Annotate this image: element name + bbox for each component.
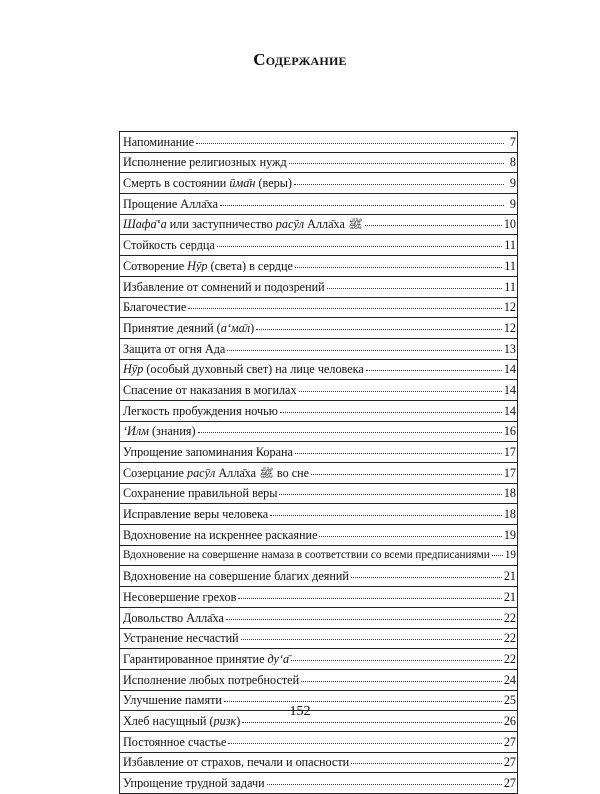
toc-entry-line — [120, 467, 517, 479]
toc-dot-leader — [227, 350, 501, 351]
toc-entry-line — [120, 322, 517, 334]
toc-entry — [119, 422, 518, 443]
toc-dot-leader — [228, 743, 501, 744]
toc-entry-title-text: Стойкость сердца — [123, 239, 215, 252]
toc-entry-line — [120, 260, 517, 272]
toc-dot-leader — [289, 163, 504, 164]
toc-entry — [119, 546, 518, 567]
toc-entry-title — [123, 343, 225, 355]
toc-entry-title — [123, 653, 289, 665]
toc-entry-title — [123, 384, 297, 396]
toc-entry-title-text: (веры) — [255, 177, 292, 190]
toc-entry-title — [123, 508, 268, 520]
toc-entry-page: 11 — [504, 239, 516, 252]
toc-entry — [119, 215, 518, 236]
toc-entry-page: 18 — [503, 487, 516, 500]
toc-entry — [119, 773, 518, 794]
toc-dot-leader — [311, 474, 502, 475]
toc-entry — [119, 380, 518, 401]
toc-entry — [119, 235, 518, 256]
toc-entry-title-text: Легкость пробуждения ночью — [123, 404, 278, 417]
toc-entry-line — [120, 653, 517, 665]
toc-dot-leader — [256, 329, 502, 330]
toc-entry — [119, 566, 518, 587]
toc-entry — [119, 194, 518, 215]
toc-entry-line — [120, 446, 517, 458]
toc-entry-line — [120, 756, 517, 768]
toc-entry — [119, 442, 518, 463]
toc-entry-line — [120, 156, 517, 168]
toc-entry-title — [123, 756, 349, 768]
toc-entry-title-text: Созерцание — [123, 466, 187, 479]
toc-entry-page: 21 — [503, 590, 516, 604]
toc-entry-title — [123, 736, 226, 748]
toc-entry-title-text: Вдохновение на совершение намаза в соответствии со всеми предписаниями — [123, 549, 490, 561]
toc-entry — [119, 360, 518, 381]
toc-entry-title-italic: аʻма̄л — [220, 321, 251, 335]
toc-entry-title-text: Вдохновение на совершение благих деяний — [123, 570, 349, 583]
toc-entry-title — [123, 591, 236, 603]
toc-dot-leader — [294, 184, 504, 185]
toc-dot-leader — [295, 267, 502, 268]
toc-entry-page: 19 — [504, 549, 516, 561]
toc-entry — [119, 318, 518, 339]
toc-entry-title-italic: Шафа̄ʻа — [123, 218, 167, 231]
toc-entry-title-italic: ӣма̄н — [229, 177, 256, 190]
toc-entry-title — [123, 363, 364, 375]
toc-entry-title-text: Гарантированное принятие — [123, 652, 268, 666]
toc-entry-title — [123, 301, 186, 313]
toc-entry-title-text: или заступничество — [166, 218, 276, 231]
toc-entry-page: 27 — [503, 777, 516, 790]
toc-entry-line — [120, 570, 517, 582]
toc-entry-line — [120, 136, 517, 148]
toc-entry-page: 11 — [504, 280, 516, 293]
toc-entry-line — [120, 487, 517, 499]
toc-entry-line — [120, 405, 517, 417]
toc-entry — [119, 256, 518, 277]
toc-entry-title — [123, 260, 293, 272]
toc-entry — [119, 670, 518, 691]
toc-entry — [119, 753, 518, 774]
toc-entry-page: 22 — [503, 611, 516, 624]
toc-entry-title-text: Исправление веры человека — [123, 508, 269, 521]
toc-entry-page: 17 — [503, 466, 516, 479]
toc-entry-title — [123, 322, 254, 334]
toc-entry-page: 26 — [503, 714, 516, 728]
toc-entry-title — [123, 570, 349, 582]
toc-entry-page: 17 — [503, 446, 516, 459]
toc-entry-line — [120, 343, 517, 355]
toc-entry-line — [120, 736, 517, 748]
toc-entry-page: 19 — [503, 528, 516, 541]
toc-entry-page: 16 — [503, 425, 516, 438]
toc-entry-title-italic: дуʻа̄ — [267, 652, 290, 666]
toc-entry-title-text: Вдохновение на искреннее раскаяние — [123, 528, 318, 541]
toc-entry-title-italic: ʻИлм — [123, 425, 149, 438]
toc-entry-page: 21 — [503, 570, 516, 583]
toc-dot-leader — [267, 784, 502, 785]
toc-dot-leader — [198, 432, 502, 433]
toc-entry-title-italic: Нӯр — [187, 259, 208, 273]
toc-entry-title-text: ) — [236, 714, 241, 728]
toc-entry-title — [123, 136, 194, 148]
toc-entry-page: 13 — [503, 342, 516, 355]
toc-entry — [119, 339, 518, 360]
toc-entry-title-text: Прощение Алла̄ха — [123, 197, 219, 210]
toc-entry-page: 11 — [504, 259, 516, 273]
toc-dot-leader — [242, 722, 502, 723]
toc-entry-line — [120, 632, 517, 644]
toc-entry — [119, 173, 518, 194]
toc-dot-leader — [196, 143, 504, 144]
toc-entry — [119, 463, 518, 484]
toc-entry — [119, 525, 518, 546]
toc-dot-leader — [226, 619, 502, 620]
toc-entry-line — [120, 508, 517, 520]
toc-entry-title-text: Сотворение — [123, 259, 188, 273]
toc-entry-page: 10 — [503, 218, 516, 231]
toc-entry-line — [120, 218, 517, 230]
toc-entry-title-text: Улучшение памяти — [123, 694, 222, 707]
toc-entry-line — [120, 550, 517, 561]
page-title: Содержание — [253, 50, 347, 69]
toc-entry-title-text: Напоминание — [123, 135, 195, 148]
toc-dot-leader — [188, 308, 502, 309]
toc-entry-line — [120, 198, 517, 210]
toc-entry-title-text: Спасение от наказания в могилах — [123, 383, 297, 397]
toc-entry — [119, 277, 518, 298]
toc-entry-title — [123, 674, 299, 686]
toc-dot-leader — [365, 225, 502, 226]
toc-entry-title-text: Исполнение религиозных нужд — [123, 156, 287, 169]
toc-entry-line — [120, 363, 517, 375]
page-number: 152 — [289, 704, 311, 719]
toc-entry-line — [120, 425, 517, 437]
toc-entry-page: 12 — [503, 301, 516, 314]
toc-dot-leader — [224, 701, 502, 702]
toc-entry-page: 22 — [503, 632, 516, 645]
toc-entry-title-text: Благочестие — [123, 301, 187, 314]
toc-entry-line — [120, 612, 517, 624]
toc-entry-title — [123, 177, 292, 189]
toc-entry-title — [123, 198, 218, 210]
toc-dot-leader — [270, 515, 502, 516]
toc-entry-page: 22 — [503, 652, 516, 666]
toc-entry-title-text: Смерть в состоянии — [123, 177, 230, 190]
toc-entry-page: 9 — [509, 197, 516, 210]
toc-entry-title — [123, 218, 363, 230]
toc-dot-leader — [280, 412, 502, 413]
toc-entry — [119, 587, 518, 608]
toc-entry-page: 14 — [503, 383, 516, 397]
toc-dot-leader — [327, 288, 503, 289]
toc-entry-page: 24 — [503, 673, 516, 686]
toc-entry-title — [123, 487, 277, 499]
toc-dot-leader — [217, 246, 502, 247]
toc-entry-title-text: Алла̄ха ﷺ — [304, 218, 363, 231]
toc-entry-title — [123, 467, 309, 479]
toc-entry-page: 8 — [509, 156, 516, 169]
toc-dot-leader — [295, 453, 502, 454]
toc-entry-line — [120, 777, 517, 789]
toc-entry-title-text: ) — [250, 321, 255, 335]
toc-entry-page: 25 — [503, 694, 516, 707]
toc-entry-title — [123, 405, 278, 417]
toc-entry — [119, 298, 518, 319]
toc-dot-leader — [319, 536, 501, 537]
toc-entry — [119, 629, 518, 650]
toc-dot-leader — [301, 681, 502, 682]
toc-dot-leader — [492, 555, 503, 556]
toc-entry-title-italic: расӯл — [186, 466, 216, 479]
toc-dot-leader — [241, 639, 502, 640]
toc-entry-title-text: Принятие деяний ( — [123, 321, 221, 335]
toc-entry-title-italic: расӯл — [275, 218, 305, 231]
toc-entry — [119, 401, 518, 422]
toc-entry — [119, 484, 518, 505]
toc-dot-leader — [351, 577, 502, 578]
toc-entry-line — [120, 177, 517, 189]
toc-entry-title-text: Сохранение правильной веры — [123, 487, 278, 500]
toc-entry-page: 14 — [503, 404, 516, 417]
toc-entry-title — [123, 529, 317, 541]
toc-entry-title — [123, 281, 325, 293]
table-of-contents — [119, 131, 518, 794]
toc-entry-title-text: Упрощение запоминания Корана — [123, 446, 293, 459]
toc-entry-title — [123, 777, 265, 789]
toc-entry-line — [120, 591, 517, 603]
toc-entry — [119, 504, 518, 525]
toc-entry-line — [120, 281, 517, 293]
toc-entry-title-text: Хлеб насущный ( — [123, 714, 214, 728]
toc-entry-title-text: (знания) — [148, 425, 196, 438]
toc-entry-title-italic: ризк — [213, 714, 237, 728]
toc-entry-page: 9 — [509, 177, 516, 190]
toc-entry-title-text: (света) в сердце — [207, 259, 293, 273]
toc-entry-title-text: (особый духовный свет) на лице человека — [143, 363, 364, 376]
toc-entry-title-text: Довольство Алла̄ха — [123, 611, 224, 624]
toc-entry-line — [120, 301, 517, 313]
toc-entry-line — [120, 384, 517, 396]
toc-entry-page: 18 — [503, 508, 516, 521]
toc-entry-title — [123, 446, 293, 458]
toc-entry-title — [123, 425, 196, 437]
toc-entry-title-text: Упрощение трудной задачи — [123, 777, 265, 790]
toc-dot-leader — [366, 370, 502, 371]
toc-entry-title — [123, 550, 490, 561]
toc-dot-leader — [291, 660, 502, 661]
toc-dot-leader — [351, 763, 502, 764]
toc-dot-leader — [279, 494, 501, 495]
toc-entry — [119, 132, 518, 153]
toc-entry-title-text: Избавление от страхов, печали и опасности — [123, 756, 350, 769]
toc-entry-title-text: Алла̄ха ﷺ во сне — [215, 466, 310, 479]
toc-entry-page: 27 — [503, 756, 516, 769]
toc-entry-title — [123, 632, 239, 644]
toc-entry-title-text: Защита от огня Ада — [123, 342, 226, 355]
toc-entry-title — [123, 612, 224, 624]
toc-entry — [119, 649, 518, 670]
toc-entry-page: 12 — [503, 321, 516, 335]
toc-entry-page: 7 — [509, 135, 516, 148]
toc-entry-title — [123, 156, 287, 168]
toc-dot-leader — [220, 205, 504, 206]
toc-entry-title-text: Постоянное счастье — [123, 735, 227, 748]
toc-entry-page: 27 — [503, 735, 516, 748]
toc-entry-title-text: Несовершение грехов — [123, 590, 237, 604]
toc-entry-line — [120, 529, 517, 541]
toc-entry-title-text: Устранение несчастий — [123, 632, 239, 645]
toc-entry-title-text: Избавление от сомнений и подозрений — [123, 280, 325, 293]
toc-entry-page: 14 — [503, 363, 516, 376]
toc-entry-title — [123, 239, 215, 251]
toc-dot-leader — [238, 598, 501, 599]
toc-entry — [119, 608, 518, 629]
toc-entry-title-italic: Нӯр — [123, 363, 144, 376]
toc-entry-title-text: Исполнение любых потребностей — [123, 673, 300, 686]
toc-dot-leader — [299, 391, 502, 392]
toc-entry — [119, 153, 518, 174]
toc-entry-line — [120, 239, 517, 251]
toc-entry-line — [120, 674, 517, 686]
